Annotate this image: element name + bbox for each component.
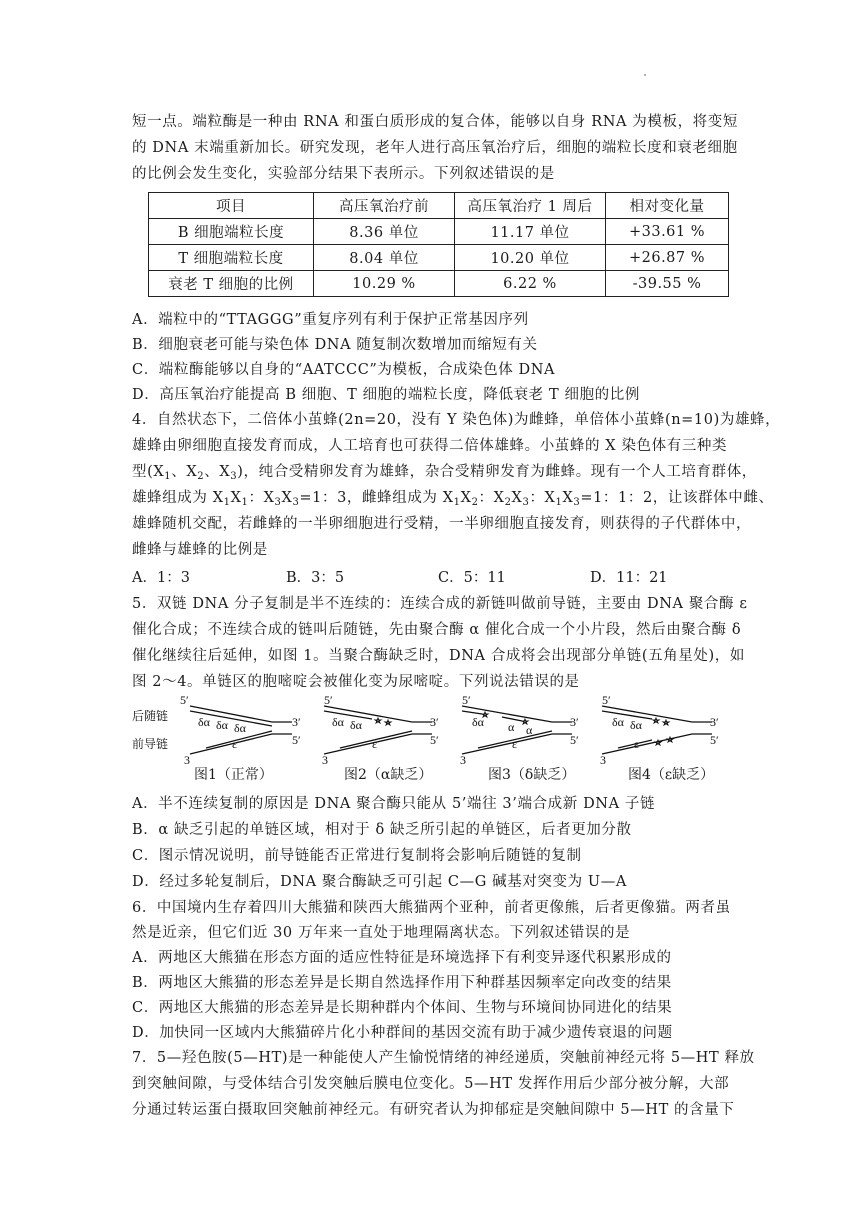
table-row	[149, 219, 729, 245]
table-cell: 11.17 单位	[455, 219, 606, 245]
star-icon	[375, 718, 381, 723]
fig3-alpha-2: α	[526, 723, 533, 737]
fig1-delta-alpha-3: δα	[234, 721, 246, 735]
intro-line-1: 短一点。端粒酶是一种由 RNA 和蛋白质形成的复合体，能够以自身 RNA 为模板，将变短	[132, 114, 738, 130]
q5-line-1: 5．双链 DNA 分子复制是半不连续的：连续合成的新链叫做前导链，主要由 DNA 聚合酶 ε	[132, 596, 748, 612]
q4-option-d: D．11：21	[590, 570, 668, 586]
fig1-three-prime: 3′	[292, 715, 301, 729]
telomere-table	[148, 192, 729, 297]
q4-line-2: 雄蜂由卵细胞直接发育而成，人工培育也可获得二倍体雄蜂。小茧蜂的 X 染色体有三种类	[132, 438, 728, 454]
fig2-three-prime: 3′	[430, 715, 439, 729]
fig3-five-prime-bottom: 5′	[570, 733, 579, 747]
fig4-caption: 图4（ε缺乏）	[628, 767, 715, 783]
q3-option-a: A．端粒中的“TTAGGG”重复序列有利于保护正常基因序列	[132, 312, 529, 328]
fig3-alpha: α	[508, 720, 515, 734]
fig1-epsilon: ε	[232, 737, 238, 751]
fig2-template-bottom	[324, 734, 432, 754]
q4-line-1: 4．自然状态下，二倍体小茧蜂(2n=20，没有 Y 染色体)为雌蜂，单倍体小茧蜂(n=10)为雄蜂，	[132, 412, 781, 428]
table-row	[149, 271, 729, 297]
q4-option-a: A．1：3	[132, 570, 190, 586]
fig3-three-prime: 3′	[570, 715, 579, 729]
table-cell: -39.55 %	[606, 271, 729, 297]
q6-line-2: 然是近亲，但它们近 30 万年来一直处于地理隔离状态。下列叙述错误的是	[132, 925, 631, 941]
table-header: 高压氧治疗 1 周后	[455, 193, 606, 219]
fig1-three-bottom: 3	[184, 753, 190, 766]
table-cell: +33.61 %	[606, 219, 729, 245]
q5-option-d: D．经过多轮复制后，DNA 聚合酶缺乏可引起 C—G 碱基对突变为 U—A	[132, 874, 627, 890]
q5-line-2: 催化合成；不连续合成的链叫后随链，先由聚合酶 α 催化合成一个小片段，然后由聚合酶 δ	[132, 622, 742, 638]
q3-option-b: B．细胞衰老可能与染色体 DNA 随复制次数增加而缩短有关	[132, 337, 538, 353]
fig4-delta-alpha-2: δα	[630, 718, 642, 732]
star-icon	[385, 720, 391, 725]
fig3-epsilon: ε	[512, 737, 518, 751]
q4-option-b: B．3：5	[286, 570, 345, 586]
q7-line-1: 7．5—羟色胺(5—HT)是一种能使人产生愉悦情绪的神经递质，突触前神经元将 5—HT 释放	[132, 1050, 755, 1066]
intro-line-2: 的 DNA 末端重新加长。研究发现，老年人进行高压氧治疗后，细胞的端粒长度和衰老细胞	[132, 140, 738, 156]
fig3-caption: 图3（δ缺乏）	[488, 767, 576, 783]
table-cell: 8.04 单位	[314, 245, 455, 271]
q3-option-d: D．高压氧治疗能提高 B 细胞、T 细胞的端粒长度，降低衰老 T 细胞的比例	[132, 387, 640, 403]
star-icon	[653, 718, 659, 723]
q4-option-c: C．5：11	[438, 570, 506, 586]
fig2-five-prime-bottom: 5′	[430, 733, 439, 747]
leading-strand-label: 前导链	[132, 737, 169, 751]
q6-option-b: B．两地区大熊猫的形态差异是长期自然选择作用下种群基因频率定向改变的结果	[132, 975, 672, 991]
q5-line-3: 催化继续往后延伸，如图 1。当聚合酶缺乏时，DNA 合成将会出现部分单链(五角星处)，如	[132, 648, 745, 664]
replication-figures	[132, 694, 732, 786]
fig2-three-bottom: 3	[322, 753, 328, 766]
table-cell: T 细胞端粒长度	[149, 245, 314, 271]
fig1-template-bottom	[190, 734, 292, 754]
q4-line-3: 型($X_1$、$X_2$、$X_3$)，纯合受精卵发育为雄蜂，杂合受精卵发育为雌蜂。现有一个人工培育群体，	[132, 464, 757, 482]
fig1-five-prime: 5′	[180, 694, 189, 707]
fig1-delta-alpha-1: δα	[198, 715, 210, 729]
q5-line-4: 图 2～4。单链区的胞嘧啶会被催化变为尿嘧啶。下列说法错误的是	[132, 674, 580, 690]
q7-line-3: 分通过转运蛋白摄取回突触前神经元。有研究者认为抑郁症是突触间隙中 5—HT 的含量下	[132, 1102, 735, 1118]
q6-line-1: 6．中国境内生存着四川大熊猫和陕西大熊猫两个亚种，前者更像熊，后者更像猫。两者虽	[132, 900, 731, 916]
table-cell: 8.36 单位	[314, 219, 455, 245]
replication-diagram	[132, 694, 732, 766]
table-cell: +26.87 %	[606, 245, 729, 271]
scan-speck	[644, 74, 646, 76]
table-header: 相对变化量	[606, 193, 729, 219]
fig4-three-bottom: 3	[600, 753, 606, 766]
table-cell: 10.29 %	[314, 271, 455, 297]
fig1-caption: 图1（正常）	[194, 767, 273, 783]
intro-line-3: 的比例会发生变化，实验部分结果下表所示。下列叙述错误的是	[132, 166, 555, 182]
q4-line-6: 雌蜂与雄蜂的比例是	[132, 542, 268, 558]
table-cell: 10.20 单位	[455, 245, 606, 271]
table-header: 项目	[149, 193, 314, 219]
fig4-three-prime: 3′	[710, 715, 719, 729]
q6-option-d: D．加快同一区域内大熊猫碎片化小种群间的基因交流有助于减少遗传衰退的问题	[132, 1025, 673, 1041]
fig2-caption: 图2（α缺乏）	[344, 767, 433, 783]
fig3-three-bottom: 3	[460, 753, 466, 766]
q5-option-c: C．图示情况说明，前导链能否正常进行复制将会影响后随链的复制	[132, 848, 582, 864]
fig1-delta-alpha-2: δα	[216, 718, 228, 732]
q5-option-a: A．半不连续复制的原因是 DNA 聚合酶只能从 5’端往 3’端合成新 DNA 子链	[132, 796, 656, 812]
table-header-row	[149, 193, 729, 219]
star-icon	[663, 720, 669, 725]
q4-line-5: 雄蜂随机交配，若雌蜂的一半卵细胞进行受精，一半卵细胞直接发育，则获得的子代群体中，	[132, 516, 752, 532]
table-cell: 衰老 T 细胞的比例	[149, 271, 314, 297]
fig2-delta-alpha-2: δα	[350, 718, 362, 732]
table-header: 高压氧治疗前	[314, 193, 455, 219]
fig4-five-prime: 5′	[602, 694, 611, 707]
lagging-strand-label: 后随链	[132, 709, 169, 723]
fig2-five-prime: 5′	[324, 694, 333, 707]
fig4-five-prime-bottom: 5′	[710, 733, 719, 747]
fig1-five-prime-bottom: 5′	[292, 733, 301, 747]
q6-option-a: A．两地区大熊猫在形态方面的适应性特征是环境选择下有利变异逐代积累形成的	[132, 950, 672, 966]
table-cell: B 细胞端粒长度	[149, 219, 314, 245]
fig2-delta-alpha-1: δα	[332, 715, 344, 729]
table-row	[149, 245, 729, 271]
fig4-delta-alpha-1: δα	[612, 715, 624, 729]
q7-line-2: 到突触间隙，与受体结合引发突触后膜电位变化。5—HT 发挥作用后少部分被分解，大部	[132, 1076, 730, 1092]
fig4-epsilon: ε	[634, 737, 640, 751]
fig3-delta-alpha: δα	[472, 715, 484, 729]
q5-option-b: B．α 缺乏引起的单链区域，相对于 δ 缺乏所引起的单链区，后者更加分散	[132, 822, 632, 838]
fig2-epsilon: ε	[372, 737, 378, 751]
q6-option-c: C．两地区大熊猫的形态差异是长期种群内个体间、生物与环境间协同进化的结果	[132, 1000, 673, 1016]
q4-line-4: 雄蜂组成为 $X_1X_1$：$X_3X_3=1$：3，雌蜂组成为 $X_1X_2$：$X_2X_3$：$X_1X_3=1$：1：2，让该群体中雌、	[132, 490, 774, 508]
fig3-five-prime: 5′	[462, 694, 471, 707]
table-cell: 6.22 %	[455, 271, 606, 297]
fig4-lagging-strand	[602, 711, 652, 719]
q3-option-c: C．端粒酶能够以自身的“AATCCC”为模板，合成染色体 DNA	[132, 362, 556, 378]
